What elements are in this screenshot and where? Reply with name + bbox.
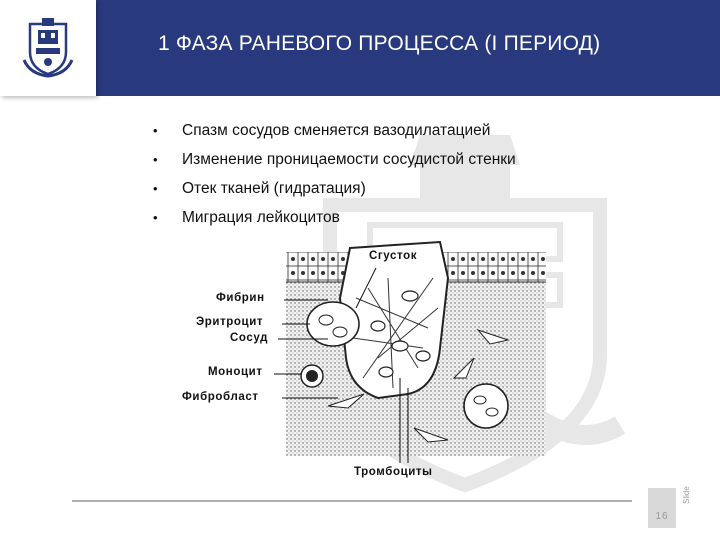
bullet-list [150, 116, 516, 232]
label-clot: Сгусток [369, 250, 418, 262]
bullet-dot-icon: • [153, 152, 158, 167]
label-fibrin: Фибрин [216, 292, 265, 304]
label-erythrocyte: Эритроцит [196, 316, 264, 328]
slide-label: Slide [682, 486, 691, 504]
wound-illustration [178, 238, 548, 488]
page-number: 16 [648, 488, 676, 528]
label-platelets: Тромбоциты [354, 466, 433, 478]
bullet-dot-icon: • [153, 123, 158, 138]
label-vessel: Сосуд [230, 332, 268, 344]
wound-tissue-drawing [178, 238, 548, 488]
label-fibroblast: Фибробласт [182, 391, 259, 403]
title-bar [96, 0, 720, 96]
logo-box [0, 0, 96, 96]
bullet-item: • Миграция лейкоцитов [150, 203, 516, 232]
bullet-item: • Спазм сосудов сменяется вазодилатацией [150, 116, 516, 145]
bullet-dot-icon: • [153, 210, 158, 225]
university-crest-icon [18, 16, 78, 78]
slide-title: 1 ФАЗА РАНЕВОГО ПРОЦЕССА (I ПЕРИОД) [158, 32, 601, 55]
label-monocyte: Моноцит [208, 366, 263, 378]
bullet-item: • Отек тканей (гидратация) [150, 174, 516, 203]
footer-divider [72, 500, 632, 502]
bullet-dot-icon: • [153, 181, 158, 196]
bullet-item: • Изменение проницаемости сосудистой стенки [150, 145, 516, 174]
